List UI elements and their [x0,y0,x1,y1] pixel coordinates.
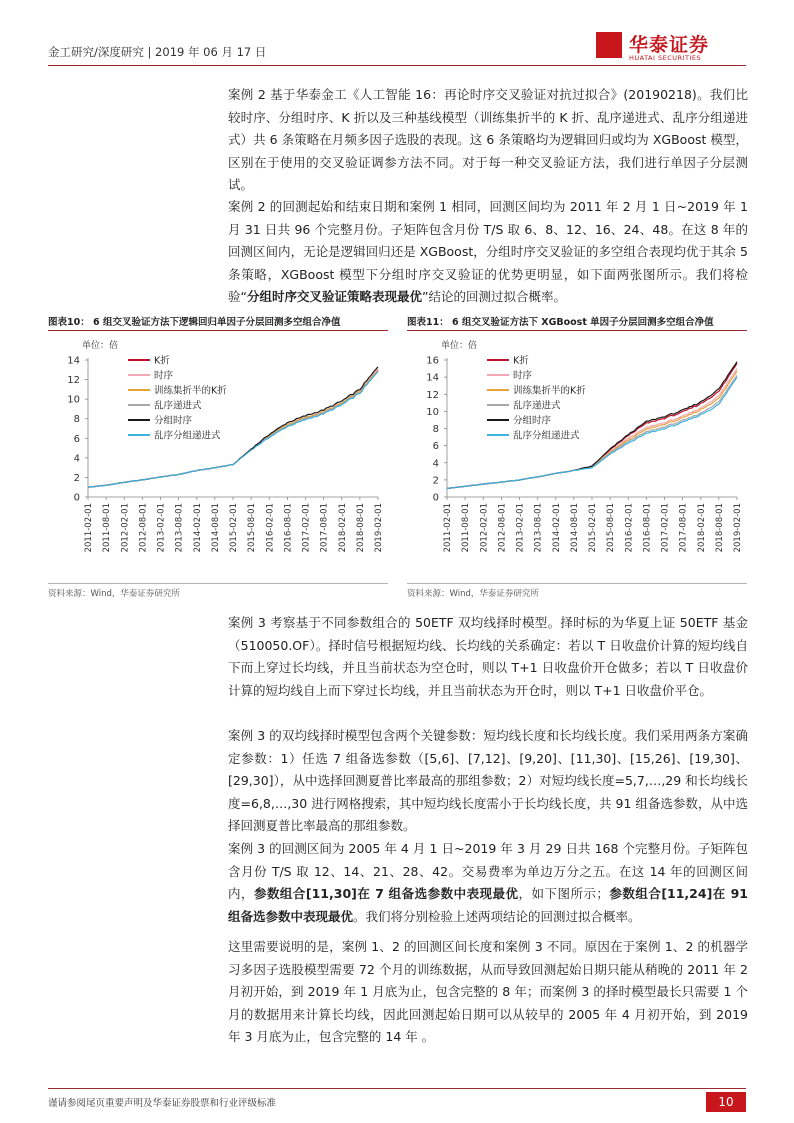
unit-label: 单位：倍 [82,341,119,351]
figure-10-title: 图表10： 6 组交叉验证方法下逻辑回归单因子分层回测多空组合净值 [48,317,341,328]
text-run: 案例 2 的回测起始和结束日期和案例 1 相同，回测区间均为 2011 年 2 月 1 日~2019 年 1 月 31 日共 96 个完整月份。子矩阵包含月份 T/S 取 6、8、12、16、24、48。在这 8 年的回测区间内，无论是逻辑回归还是 XGBoost，分组时序交叉验证的多空组合表现均优于其余 5 条策略，XGBoost 模型下分组时序交叉验证的优势更明显，如下面两张图所示。我们将检验“ [228,199,748,304]
series-line-1 [88,369,378,488]
legend-label: 分组时序 [154,415,193,427]
x-tick-label: 2017-02-01 [660,503,671,553]
y-tick-label: 12 [426,389,439,401]
x-tick-label: 2013-08-01 [533,503,544,553]
figure-11-rule [407,330,747,331]
chart-logistic-regression [48,336,388,580]
legend-label: 时序 [154,370,174,382]
series-line-4 [88,367,378,488]
legend-label: 乱序分组递进式 [154,430,221,442]
x-tick-label: 2018-02-01 [337,503,348,553]
series-line-2 [447,371,737,488]
x-tick-label: 2017-08-01 [678,503,689,553]
x-tick-label: 2019-02-01 [374,503,384,553]
header-divider [48,65,746,66]
x-tick-label: 2014-02-01 [192,503,203,553]
series-line-3 [447,375,737,488]
y-tick-label: 2 [73,472,80,484]
x-tick-label: 2015-08-01 [247,503,258,553]
x-tick-label: 2011-08-01 [102,503,113,553]
text-run: ，如下图所示； [518,886,609,901]
logo-mark-icon [596,32,622,58]
y-tick-label: 0 [73,492,80,504]
figure-10-source: 资料来源：Wind，华泰证券研究所 [48,589,180,599]
x-tick-label: 2014-08-01 [569,503,580,553]
legend-label: 分组时序 [513,415,552,427]
x-tick-label: 2011-02-01 [84,503,94,553]
x-tick-label: 2014-08-01 [210,503,221,553]
y-tick-label: 16 [426,355,439,367]
paragraph-text: 案例 2 基于华泰金工《人工智能 16：再论时序交叉验证对抗过拟合》(20190218)。我们比较时序、分组时序、K 折以及三种基线模型（训练集折半的 K 折、乱序递进式、乱序分组递进式）共 6 条策略在月频多因子选股的表现。这 6 条策略均为逻辑回归或均为 XGBoost 模型，区别在于使用的交叉验证调参方法不同。对于每一种交叉验证方法，我们进行单因子分层测试。 [228,87,748,192]
y-tick-label: 2 [432,475,439,487]
x-tick-label: 2012-02-01 [120,503,131,553]
x-tick-label: 2016-02-01 [265,503,276,553]
y-tick-label: 4 [432,458,439,470]
paragraph-case2-range [228,196,748,309]
logo-subtitle: HUATAI SECURITIES [629,54,702,62]
x-tick-label: 2013-02-01 [515,503,526,553]
paragraph-text: 案例 3 的双均线择时模型包含两个关键参数：短均线长度和长均线长度。我们采用两条方案确定参数：1）任选 7 组备选参数（[5,6]、[7,12]、[9,20]、[11,30]、[15,26]、[19,30]、[29,30]），从中选择回测夏普比率最高的那组参数；2）对短均线长度=5,7,…,29 和长均线长度=6,8,…,30 进行网格搜索，其中短均线长度需小于长均线长度，共 91 组备选参数，从中选择回测夏普比率最高的那组参数。 [228,728,748,833]
x-tick-label: 2016-08-01 [283,503,294,553]
figure-11-title: 图表11： 6 组交叉验证方法下 XGBoost 单因子分层回测多空组合净值 [407,317,714,328]
series-line-2 [88,371,378,488]
x-tick-label: 2018-02-01 [696,503,707,553]
series-line-0 [88,370,378,488]
y-tick-label: 4 [73,453,80,465]
brand-logo [596,30,746,66]
x-tick-label: 2015-08-01 [606,503,617,553]
unit-label: 单位：倍 [441,341,478,351]
legend-label: 训练集折半的K折 [513,385,586,397]
series-line-4 [447,362,737,489]
x-tick-label: 2012-08-01 [497,503,508,553]
paragraph-case3-intro [228,612,748,702]
y-tick-label: 10 [67,394,80,406]
figure-10-bottom-rule [48,583,388,584]
x-tick-label: 2016-08-01 [642,503,653,553]
bold-conclusion: 分组时序交叉验证策略表现最优 [246,289,422,304]
chart-xgboost [407,336,747,580]
y-tick-label: 6 [432,441,439,453]
legend-label: 乱序递进式 [513,400,561,412]
paragraph-case3-params [228,725,748,838]
x-tick-label: 2012-02-01 [479,503,490,553]
y-tick-label: 8 [432,424,439,435]
y-tick-label: 6 [73,433,80,445]
x-tick-label: 2016-02-01 [624,503,635,553]
x-tick-label: 2018-08-01 [714,503,725,553]
x-tick-label: 2013-02-01 [156,503,167,553]
legend-label: K折 [513,355,529,367]
logo-name: 华泰证券 [629,34,710,56]
y-tick-label: 14 [67,355,80,367]
text-run: 。我们将分别检验上述两项结论的回测过拟合概率。 [353,908,641,924]
x-tick-label: 2011-08-01 [461,503,472,553]
paragraph-text [228,196,748,309]
figure-10-rule [48,330,388,331]
paragraph-text [228,838,748,928]
bold-conclusion: 参数组合[11,24]在 91 组备选参数中表现最优 [228,886,748,924]
legend-label: 乱序分组递进式 [513,430,580,442]
y-tick-label: 8 [73,414,80,426]
bold-conclusion: 参数组合[11,30]在 7 组备选参数中表现最优 [253,886,519,901]
series-line-5 [447,377,737,488]
report-header: 金工研究/深度研究 | 2019 年 06 月 17 日 [48,45,267,59]
x-tick-label: 2019-02-01 [733,503,743,553]
paragraph-case2-intro [228,84,748,197]
y-tick-label: 12 [67,375,80,387]
footer-divider [48,1088,746,1089]
x-tick-label: 2015-02-01 [229,503,239,553]
y-tick-label: 10 [426,406,439,418]
series-line-0 [447,363,737,488]
legend-label: 乱序递进式 [154,400,202,412]
paragraph-text: 案例 3 考察基于不同参数组合的 50ETF 双均线择时模型。择时标的为华夏上证 50ETF 基金（510050.OF）。择时信号根据短均线、长均线的关系确定：若以 T 日收盘价计算的短均线自下而上穿过长均线，并且当前状态为空仓时，则以 T+1 日收盘价开仓做多；若以 T 日收盘价计算的短均线自上而下穿过长均线，并且当前状态为开仓时，则以 T+1 日收盘价平仓。 [228,615,748,698]
x-tick-label: 2014-02-01 [551,503,562,553]
x-tick-label: 2017-02-01 [301,503,312,553]
x-tick-label: 2012-08-01 [138,503,149,553]
figure-11-source: 资料来源：Wind，华泰证券研究所 [407,589,539,599]
paragraph-note [228,936,748,1049]
x-tick-label: 2017-08-01 [319,503,330,553]
legend-label: K折 [154,355,170,367]
paragraph-case3-range [228,838,748,928]
text-run: ”结论的回测过拟合概率。 [422,289,566,304]
legend-label: 训练集折半的K折 [154,385,227,397]
x-tick-label: 2015-02-01 [588,503,598,553]
series-line-1 [447,369,737,489]
x-tick-label: 2018-08-01 [355,503,366,553]
y-tick-label: 14 [426,372,439,384]
footer-disclaimer[interactable]: 谨请参阅尾页重要声明及华泰证券股票和行业评级标准 [48,1098,277,1109]
x-tick-label: 2011-02-01 [443,503,453,553]
legend-label: 时序 [513,370,533,382]
text-run: 案例 3 的回测区间为 2005 年 4 月 1 日~2019 年 3 月 29 日共 168 个完整月份。子矩阵包含月份 T/S 取 12、14、21、28、42。交易费率为单边万分之五。在这 14 年的回测区间内， [228,841,748,901]
paragraph-text: 这里需要说明的是，案例 1、2 的回测区间长度和案例 3 不同。原因在于案例 1、2 的机器学习多因子选股模型需要 72 个月的训练数据，从而导致回测起始日期只能从稍晚的 2011 年 2 月初开始，到 2019 年 1 月底为止，包含完整的 8 年；而案例 3 的择时模型最长只需要 1 个月的数据用来计算长均线，因此回测起始日期可以从较早的 2005 年 4 月初开始，到 2019 年 3 月底为止，包含完整的 14 年 。 [228,939,748,1044]
figure-11-bottom-rule [407,583,747,584]
y-tick-label: 0 [432,492,439,504]
page-number: 10 [706,1092,746,1112]
x-tick-label: 2013-08-01 [174,503,185,553]
